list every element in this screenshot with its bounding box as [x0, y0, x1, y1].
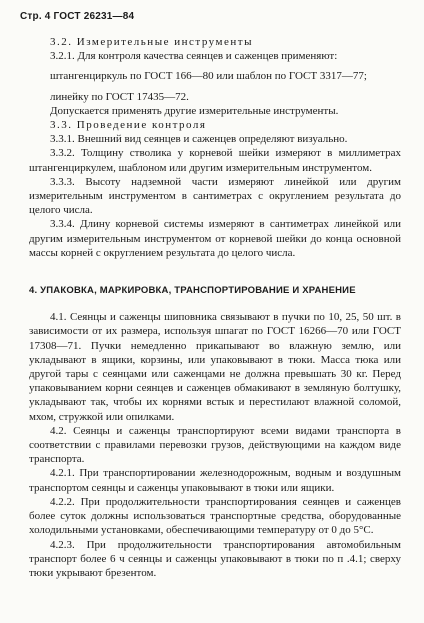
paragraph-3-3-3: 3.3.3. Высоту надземной части измеряют линейкой или другим измерительным инструментом в сантиметрах с округлением результата до целого числа. — [29, 175, 401, 217]
subsection-heading-control: 3.3. Проведение контроля — [50, 119, 207, 132]
paragraph-3-2-1: 3.2.1. Для контроля качества сеянцев и саженцев применяют: — [50, 50, 338, 63]
paragraph-4-2-1: 4.2.1. При транспортировании железнодорожным, водным и воздушным транспортом сеянцы и саженцы упаковывают в тюки или ящики. — [29, 467, 401, 494]
paragraph-other-tools: Допускается применять другие измерительные инструменты. — [50, 104, 339, 117]
paragraph-4-2-3: 4.2.3. При продолжительности транспортирования автомобильным транспорт более 6 ч сеянцы и саженцы упаковывают в тюки по п .4.1; сверху тюки укрывают брезентом. — [29, 538, 401, 579]
section-heading-4: 4. УПАКОВКА, МАРКИРОВКА, ТРАНСПОРТИРОВАНИЕ И ХРАНЕНИЕ — [29, 285, 356, 297]
subsection-heading-instruments: 3.2. Измерительные инструменты — [50, 36, 253, 48]
paragraph-4-1: 4.1. Сеянцы и саженцы шиповника связывают в пучки по 10, 25, 50 шт. в зависимости от их размера, используя шпагат по ГОСТ 16266—70 или ГОСТ 17308—71. Пучки немедленно прикапывают во влажную землю, или укладывают в ящики, корзины, или упаковывают в тюки. Масса тюка или другой тары с сеянцами или саженцами не должна превышать 30 кг. Перед упаковыванием корни сеянцев и саженцев обмакивают в земляную болтушку, укладывают так, чтобы их корнями встык и перестилают влажной соломой, мхом, стружкой или опилками. — [29, 311, 401, 423]
list-item-caliper: штангенциркуль по ГОСТ 166—80 или шаблон по ГОСТ 3317—77; — [50, 70, 367, 83]
document-body — [29, 35, 401, 580]
paragraph-3-3-4: 3.3.4. Длину корневой системы измеряют в сантиметрах линейкой или другим измерительным инструментом от корневой шейки до конца основной массы корней с округлением результата до целого числа. — [29, 218, 401, 259]
list-item-ruler: линейку по ГОСТ 17435—72. — [50, 90, 189, 103]
paragraph-3-3-1: 3.3.1. Внешний вид сеянцев и саженцев определяют визуально. — [50, 133, 348, 146]
page-header: Стр. 4 ГОСТ 26231—84 — [20, 11, 135, 22]
paragraph-3-3-2: 3.3.2. Толщину стволика у корневой шейки измеряют в миллиметрах штангенциркулем, шаблоном или другим измерительным инструментом. — [29, 147, 401, 174]
paragraph-4-2: 4.2. Сеянцы и саженцы транспортируют всеми видами транспорта в соответствии с правилами перевозки грузов, действующими на каждом виде транспорта. — [29, 424, 401, 466]
paragraph-4-2-2: 4.2.2. При продолжительности транспортирования сеянцев и саженцев более суток должны использоваться транспортные средства, оборудованные холодильными установками, обеспечивающими температуру от 0 до 5°С. — [29, 495, 401, 537]
